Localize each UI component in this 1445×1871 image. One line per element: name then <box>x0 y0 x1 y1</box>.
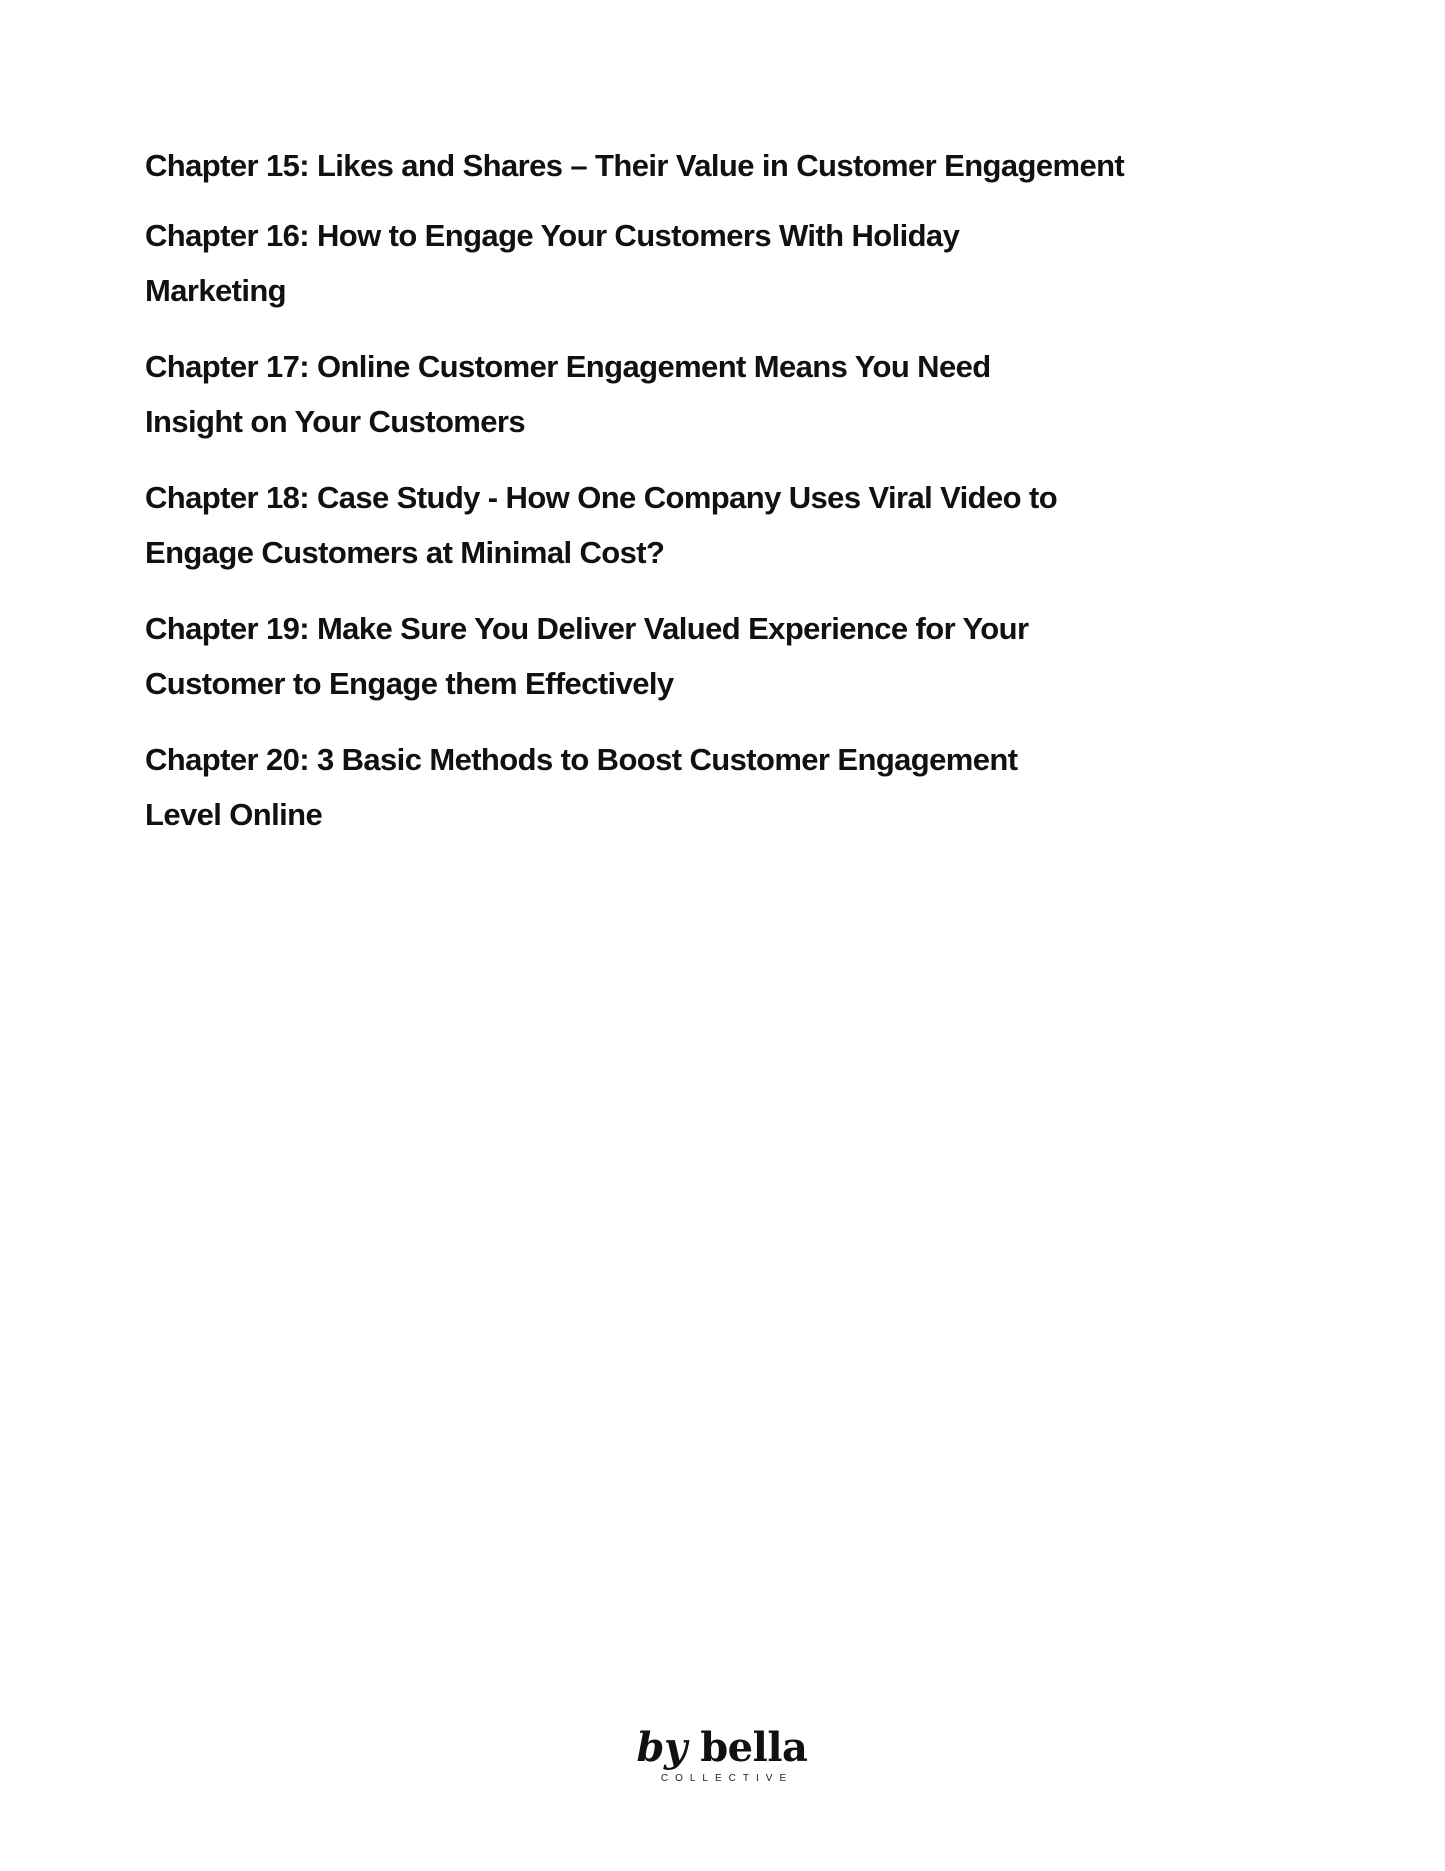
toc-entry-chapter-20 <box>145 732 1125 842</box>
toc-entry-chapter-18 <box>145 470 1125 580</box>
toc-entry-line: Chapter 20: 3 Basic Methods to Boost Customer Engagement <box>145 742 1018 777</box>
toc-entry-chapter-16 <box>145 208 1125 318</box>
toc-entry-line: Engage Customers at Minimal Cost? <box>145 535 665 570</box>
by-bella-collective-logo <box>622 1725 822 1784</box>
toc-entry-chapter-15 <box>145 138 1125 193</box>
toc-entry-line: Chapter 19: Make Sure You Deliver Valued Experience for Your <box>145 611 1029 646</box>
table-of-contents <box>145 138 1125 863</box>
toc-entry-chapter-17 <box>145 339 1125 449</box>
toc-entry-line: Chapter 15: Likes and Shares – Their Value in Customer Engagement <box>145 148 1125 183</box>
toc-entry-line: Chapter 17: Online Customer Engagement Means You Need <box>145 349 991 384</box>
toc-entry-line: Chapter 18: Case Study - How One Company Uses Viral Video to <box>145 480 1058 515</box>
toc-entry-line: Level Online <box>145 797 323 832</box>
toc-entry-chapter-19 <box>145 601 1125 711</box>
toc-entry-line: Customer to Engage them Effectively <box>145 666 674 701</box>
logo-name: bella <box>700 1724 808 1771</box>
logo-subtitle: COLLECTIVE <box>660 1773 794 1784</box>
logo-by: by <box>636 1724 687 1771</box>
logo-wordmark <box>622 1725 822 1771</box>
toc-entry-line: Insight on Your Customers <box>145 404 525 439</box>
toc-entry-line: Chapter 16: How to Engage Your Customers With Holiday <box>145 218 960 253</box>
toc-entry-line: Marketing <box>145 273 287 308</box>
